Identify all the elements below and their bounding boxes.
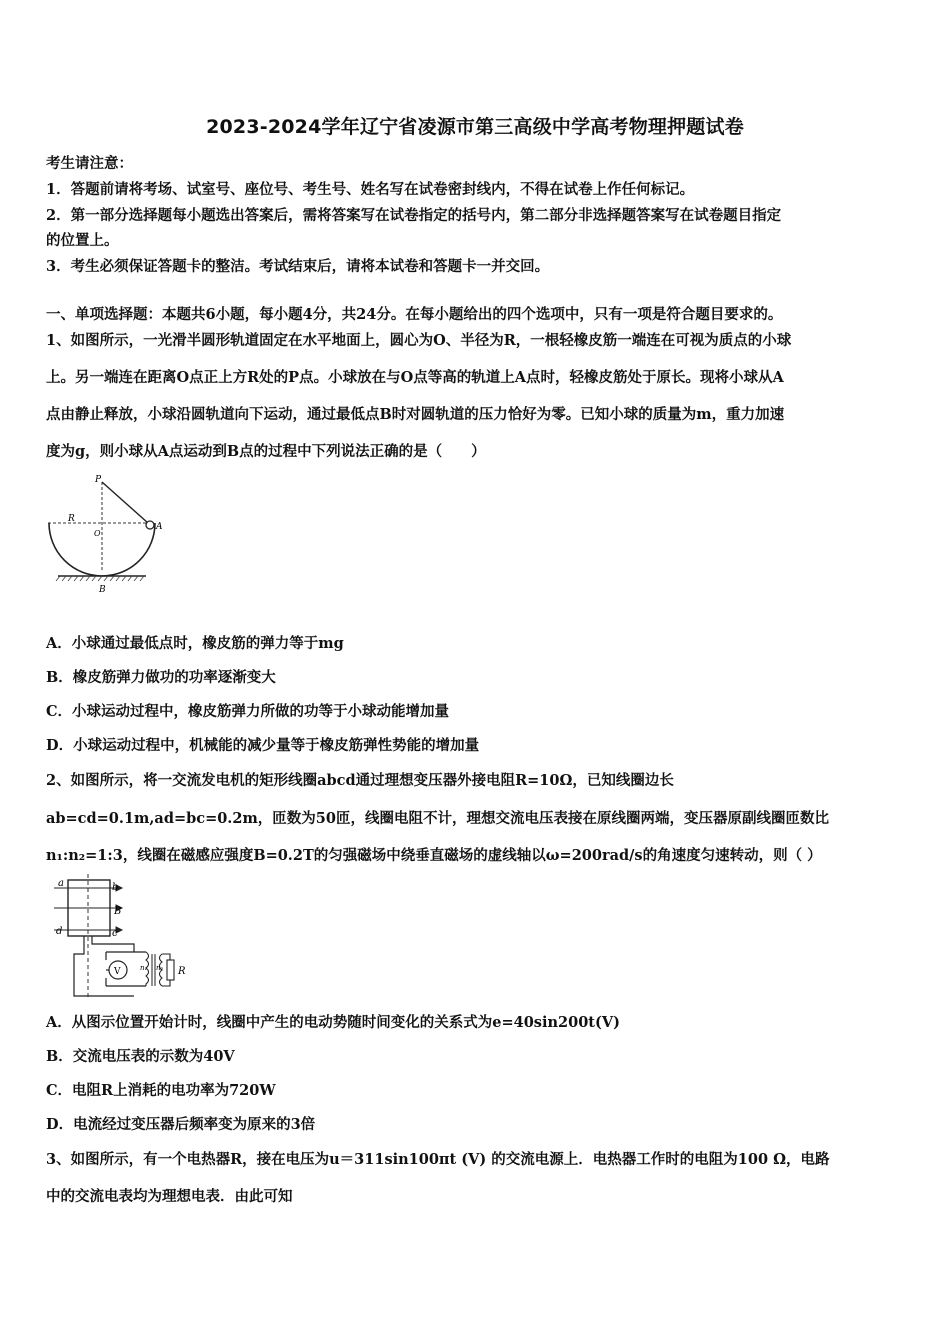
voltmeter-label: V [114,967,121,977]
label-r: R [178,966,186,977]
generator-transformer-figure [48,874,198,1000]
label-c: c [112,928,118,939]
notice-item: 1．答题前请将考场、试室号、座位号、考生号、姓名写在试卷密封线内，不得在试卷上作任何标记。 [46,181,695,198]
label-n2: n₂ [156,964,164,972]
section-heading: 一、单项选择题：本题共6小题，每小题4分，共24分。在每小题给出的四个选项中，只有一项是符合题目要求的。 [46,306,783,323]
option-b[interactable]: B．交流电压表的示数为40V [46,1048,235,1065]
question-text: ab=cd=0.1m,ad=bc=0.2m，匝数为50匝，线圈电阻不计，理想交流电压表接在原线圈两端，变压器原副线圈匝数比 [46,810,829,827]
option-a[interactable]: A．从图示位置开始计时，线圈中产生的电动势随时间变化的关系式为e=40sin200t(V) [46,1014,620,1031]
option-d[interactable]: D．小球运动过程中，机械能的减少量等于橡皮筋弹性势能的增加量 [46,737,480,754]
notice-item: 3．考生必须保证答题卡的整洁。考试结束后，请将本试卷和答题卡一并交回。 [46,258,550,275]
semicircle-track-figure [44,470,174,600]
option-c[interactable]: C．小球运动过程中，橡皮筋弹力所做的功等于小球动能增加量 [46,703,450,720]
label-d: d [56,926,63,937]
label-a: a [58,878,64,889]
option-c[interactable]: C．电阻R上消耗的电功率为720W [46,1082,276,1099]
page-title: 2023-2024学年辽宁省凌源市第三高级中学高考物理押题试卷 [206,116,744,138]
label-field-b: B [114,906,122,917]
question-text: 1、如图所示，一光滑半圆形轨道固定在水平地面上，圆心为O、半径为R，一根轻橡皮筋一端连在可视为质点的小球 [46,332,792,349]
label-n1: n₁ [140,964,148,972]
notice-heading: 考生请注意： [46,155,133,172]
label-b: b [112,882,119,893]
option-d[interactable]: D．电流经过变压器后频率变为原来的3倍 [46,1116,316,1133]
label-a: A [156,522,163,532]
label-r: R [68,514,75,524]
question-text: 3、如图所示，有一个电热器R，接在电压为u＝311sin100πt (V) 的交流电源上．电热器工作时的电阻为100 Ω，电路 [46,1151,830,1168]
question-text: n₁:n₂=1:3，线圈在磁感应强度B=0.2T的匀强磁场中绕垂直磁场的虚线轴以ω=200rad/s的角速度匀速转动，则（ ） [46,847,822,864]
question-text: 中的交流电表均为理想电表．由此可知 [46,1188,293,1205]
label-p: P [95,475,102,485]
question-text: 点由静止释放，小球沿圆轨道向下运动，通过最低点B时对圆轨道的压力恰好为零。已知小球的质量为m，重力加速 [46,406,785,423]
question-text: 上。另一端连在距离O点正上方R处的P点。小球放在与O点等高的轨道上A点时，轻橡皮筋处于原长。现将小球从A [46,369,784,386]
label-b: B [99,585,106,595]
question-text: 2、如图所示，将一交流发电机的矩形线圈abcd通过理想变压器外接电阻R=10Ω，已知线圈边长 [46,772,674,789]
notice-item: 的位置上。 [46,232,119,249]
question-text: 度为g，则小球从A点运动到B点的过程中下列说法正确的是（ ） [46,443,486,460]
label-o: O [94,529,101,538]
notice-item: 2．第一部分选择题每小题选出答案后，需将答案写在试卷指定的括号内，第二部分非选择题答案写在试卷题目指定 [46,207,782,224]
option-b[interactable]: B．橡皮筋弹力做功的功率逐渐变大 [46,669,276,686]
option-a[interactable]: A．小球通过最低点时，橡皮筋的弹力等于mg [46,635,344,652]
